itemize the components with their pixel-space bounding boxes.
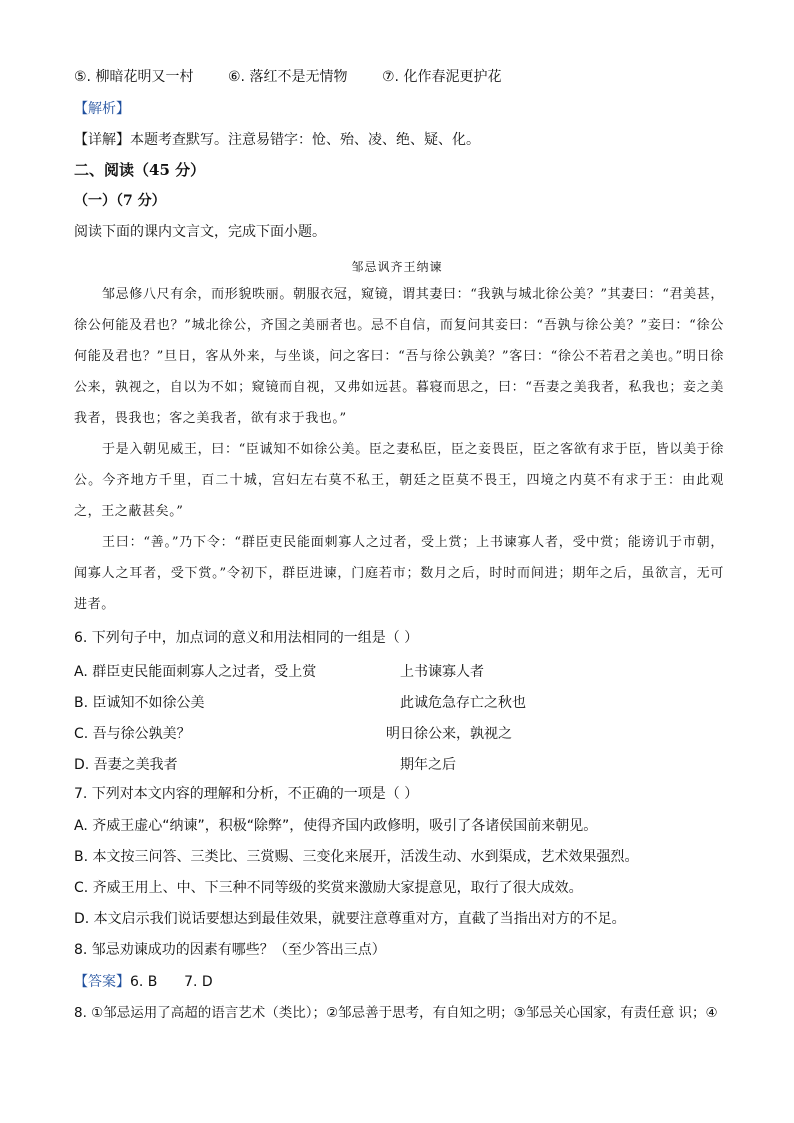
q6-option-a-left: A. 群臣吏民能面刺寡人之过者，受上赏: [74, 664, 317, 680]
passage-paragraph-1: 邹忌修八尺有余，而形貌昳丽。朝服衣冠，窥镜，谓其妻曰：“我孰与城北徐公美？”其妻曰：“君美甚，徐公何能及君也？”城北徐公，齐国之美丽者也。忌不自信，而复问其妾曰：“吾孰与徐公美？”妾曰：“徐公何能及君也？”旦日，客从外来，与坐谈，问之客曰：“吾与徐公孰美？”客曰：“徐公不若君之美也。”明日徐公来，孰视之，自以为不如；窥镜而自视，又弗如远甚。暮寝而思之，曰：“吾妻之美我者，私我也；妾之美我者，畏我也；客之美我者，欲有求于我也。”: [74, 287, 724, 426]
q6-option-a-right: 上书谏寡人者: [400, 664, 484, 680]
answer-row: [74, 973, 213, 991]
q6-option-c-right: 明日徐公来，孰视之: [386, 726, 512, 742]
q7-option-c: C. 齐威王用上、中、下三种不同等级的奖赏来激励大家提意见，取行了很大成效。: [74, 880, 583, 896]
passage-paragraph-3: 王曰：“善。”乃下令：“群臣吏民能面刺寡人之过者，受上赏；上书谏寡人者，受中赏；能谤讥于市朝，闻寡人之耳者，受下赏。”令初下，群臣进谏，门庭若市；数月之后，时时而间进；期年之后，虽欲言，无可进者。: [74, 535, 724, 612]
answer-item-7: ⑦. 化作春泥更护花: [382, 69, 502, 85]
question-6-stem: 6. 下列句子中，加点词的意义和用法相同的一组是（ ）: [74, 630, 419, 646]
classical-passage: [74, 279, 724, 620]
q8-answer-text: 8. ①邹忌运用了高超的语言艺术（类比）；②邹忌善于思考，有自知之明；③邹忌关心国家，有责任意 识；④: [74, 1005, 718, 1021]
question-8-stem: 8. 邹忌劝谏成功的因素有哪些？（至少答出三点）: [74, 942, 386, 958]
part-heading: （一）（7 分）: [74, 193, 166, 209]
q7-option-a: A. 齐威王虚心“纳谏”，积极“除弊”，使得齐国内政修明，吸引了各诸侯国前来朝见。: [74, 818, 598, 834]
q6-option-d-left: D. 吾妻之美我者: [74, 757, 178, 773]
q6-option-b-left: B. 臣诚知不如徐公美: [74, 695, 205, 711]
passage-title: 邹忌讽齐王纳谏: [351, 260, 443, 274]
q6-option-d-right: 期年之后: [400, 757, 456, 773]
answers-text: 6. B 7. D: [130, 974, 213, 990]
answer-label: 【答案】: [74, 974, 130, 990]
answer-item-5: ⑤. 柳暗花明又一村: [74, 69, 194, 85]
q7-option-d: D. 本文启示我们说话要想达到最佳效果，就要注意尊重对方，直截了当指出对方的不足。: [74, 911, 626, 927]
analysis-label: 【解析】: [74, 101, 130, 117]
passage-paragraph-2: 于是入朝见威王，曰：“臣诚知不如徐公美。臣之妻私臣，臣之妾畏臣，臣之客欲有求于臣，皆以美于徐公。今齐地方千里，百二十城，宫妇左右莫不私王，朝廷之臣莫不畏王，四境之内莫不有求于王：由此观之，王之蔽甚矣。”: [74, 442, 724, 519]
q7-option-b: B. 本文按三问答、三类比、三赏赐、三变化来展开，活泼生动、水到渠成，艺术效果强烈。: [74, 849, 639, 865]
question-7-stem: 7. 下列对本文内容的理解和分析，不正确的一项是（ ）: [74, 786, 419, 802]
q6-option-c-left: C. 吾与徐公孰美？: [74, 726, 191, 742]
q6-option-b-right: 此诚危急存亡之秋也: [400, 695, 526, 711]
reading-instruction: 阅读下面的课内文言文，完成下面小题。: [74, 224, 326, 240]
section-heading: 二、阅读（45 分）: [74, 161, 206, 179]
answer-item-6: ⑥. 落红不是无情物: [228, 69, 348, 85]
detail-text: 【详解】本题考查默写。注意易错字：怆、殆、凌、绝、疑、化。: [74, 132, 480, 148]
